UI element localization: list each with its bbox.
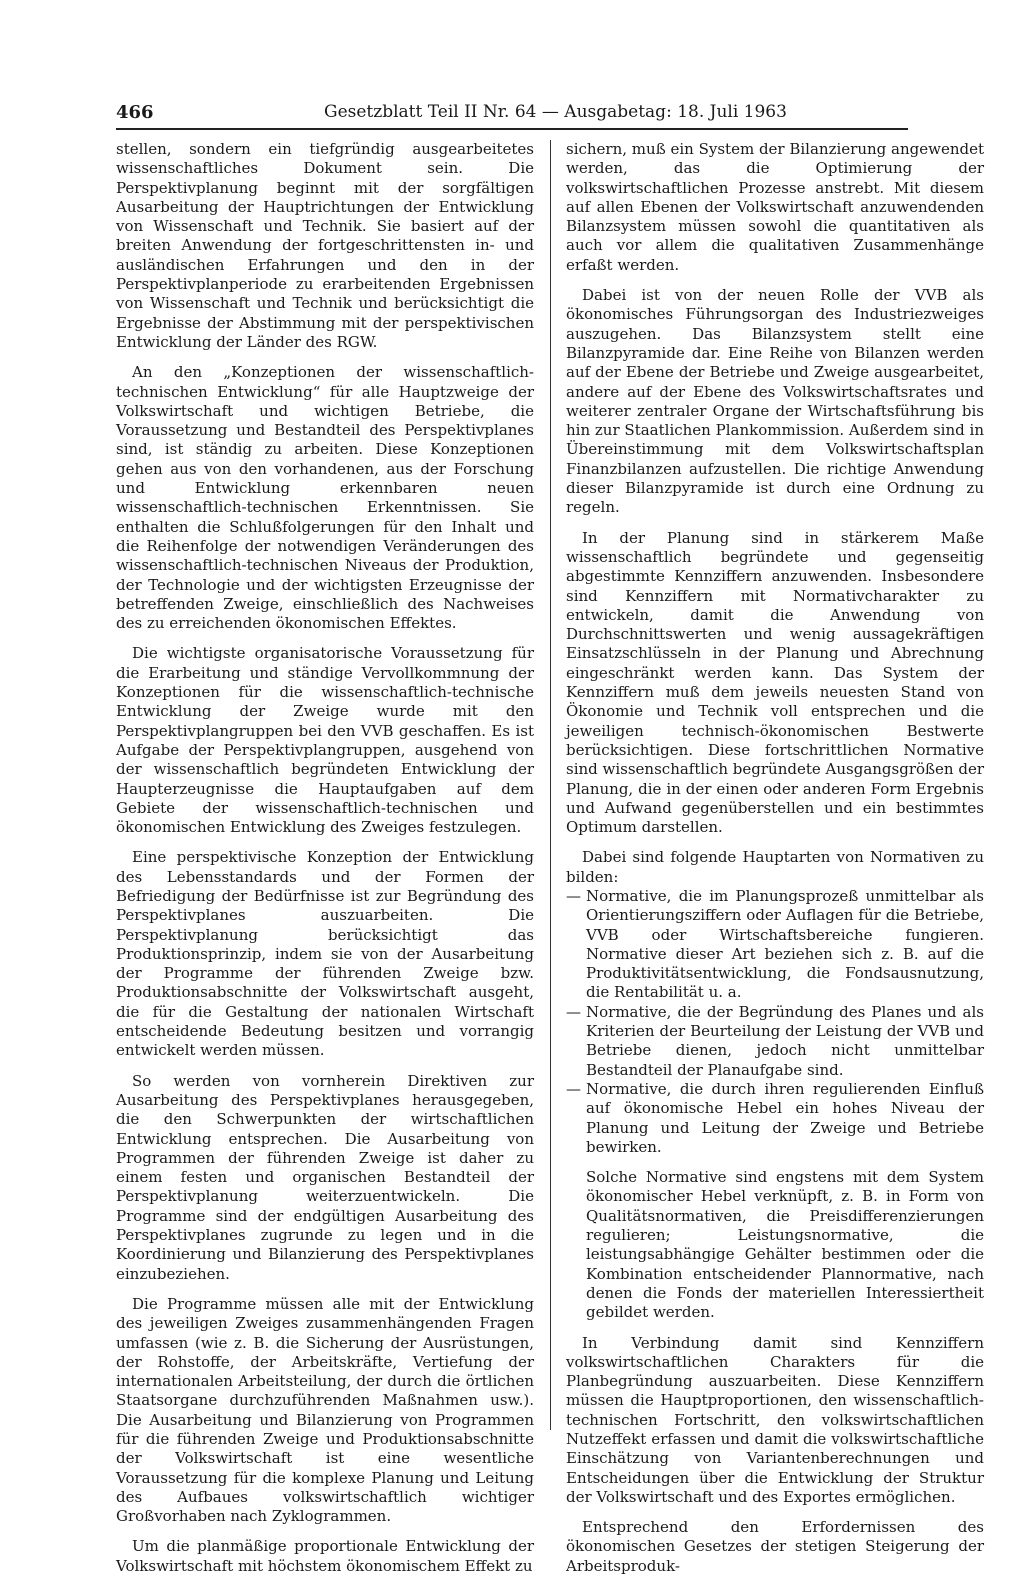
paragraph: An den „Konzeptionen der wissenschaftlich-technischen Entwicklung“ für alle Hauptzweige der Volkswirtschaft und wichtigen Betriebe, die Voraussetzung und Bestandteil des Perspektivplanes sind, ist ständig zu arbeiten. Diese Konzeptionen gehen aus von den vorhandenen, aus der Forschung und Entwicklung erkennbaren neuen wissenschaftlich-technischen Erkenntnissen. Sie enthalten die Schlußfolgerungen für den Inhalt und die Reihenfolge der notwendigen Veränderungen des wissenschaftlich-technischen Niveaus der Produktion, der Technologie und der wichtigsten Erzeugnisse der betreffenden Zweige, einschließlich des Nachweises des zu erreichenden ökonomischen Effektes. xyxy=(116,363,534,633)
paragraph: stellen, sondern ein tiefgründig ausgearbeitetes wissenschaftliches Dokument sein. Die Perspektivplanung beginnt mit der sorgfältigen Ausarbeitung der Hauptrichtungen der Entwicklung von Wissenschaft und Technik. Sie basiert auf der breiten Anwendung der fortgeschrittensten in- und ausländischen Erfahrungen und den in der Perspektivplanperiode zu erarbeitenden Ergebnissen von Wissenschaft und Technik und berücksichtigt die Ergebnisse der Abstimmung mit der perspektivischen Entwicklung der Länder des RGW. xyxy=(116,140,534,351)
list-item-text: Normative, die durch ihren regulierenden Einfluß auf ökonomische Hebel ein hohes Niveau der Planung und Leitung der Zweige und Betriebe bewirken. xyxy=(586,1079,984,1156)
list-item xyxy=(566,1080,984,1157)
paragraph: Dabei sind folgende Hauptarten von Normativen zu bilden: xyxy=(566,848,984,886)
column-divider xyxy=(550,140,551,1430)
page-header xyxy=(116,100,908,130)
paragraph: So werden von vornherein Direktiven zur Ausarbeitung des Perspektivplanes herausgegeben, die den Schwerpunkten der wirtschaftlichen Entwicklung entsprechen. Die Ausarbeitung von Programmen der führenden Zweige ist daher zu einem festen und organischen Bestandteil der Perspektivplanung weiterzuentwickeln. Die Programme sind der endgültigen Ausarbeitung des Perspektivplanes zugrunde zu legen und in die Koordinierung und Bilanzierung des Perspektivplanes einzubeziehen. xyxy=(116,1071,534,1283)
running-title: Gesetzblatt Teil II Nr. 64 — Ausgabetag: 18. Juli 1963 xyxy=(324,102,787,122)
left-column xyxy=(116,140,534,1575)
paragraph: Um die planmäßige proportionale Entwicklung der Volkswirtschaft mit höchstem ökonomischem Effekt zu xyxy=(116,1537,534,1575)
list-item xyxy=(566,1003,984,1080)
page-number: 466 xyxy=(116,102,154,123)
list-item-text: Normative, die der Begründung des Planes und als Kriterien der Beurteilung der Leistung der VVB und Betriebe dienen, jedoch nicht unmittelbar Bestandteil der Planaufgabe sind. xyxy=(586,1002,984,1079)
right-column xyxy=(566,140,985,1575)
paragraph: In Verbindung damit sind Kennziffern volkswirtschaftlichen Charakters für die Planbegründung auszuarbeiten. Diese Kennziffern müssen die Hauptproportionen, den wissenschaftlich-technischen Fortschritt, den volkswirtschaftlichen Nutzeffekt erfassen und damit die volkswirtschaftliche Einschätzung von Variantenberechnungen und Entscheidungen über die Entwicklung der Struktur der Volkswirtschaft und des Exportes ermöglichen. xyxy=(566,1333,984,1506)
dash-marker: — xyxy=(566,886,581,905)
dash-marker: — xyxy=(566,1079,581,1098)
list-item xyxy=(566,887,984,1003)
paragraph: In der Planung sind in stärkerem Maße wissenschaftlich begründete und gegenseitig abgestimmte Kennziffern anzuwenden. Insbesondere sind Kennziffern mit Normativcharakter zu entwickeln, damit die Anwendung von Durchschnittswerten und wenig aussagekräftigen Einsatzschlüsseln in der Planung und Abrechnung eingeschränkt werden kann. Das System der Kennziffern muß dem jeweils neuesten Stand von Ökonomie und Technik voll entsprechen und die jeweiligen technisch-ökonomischen Bestwerte berücksichtigen. Diese fortschrittlichen Normative sind wissenschaftlich begründete Ausgangsgrößen der Planung, die in der einen oder anderen Form Ergebnis und Aufwand gegenüberstellen und ein bestimmtes Optimum darstellen. xyxy=(566,528,985,837)
list-item-text: Normative, die im Planungsprozeß unmittelbar als Orientierungsziffern oder Auflagen für die Betriebe, VVB oder Wirtschaftsbereiche fungieren. Normative dieser Art beziehen sich z. B. auf die Produktivitätsentwicklung, die Fondsausnutzung, die Rentabilität u. a. xyxy=(586,886,984,1002)
paragraph: Solche Normative sind engstens mit dem System ökonomischer Hebel verknüpft, z. B. in Form von Qualitätsnormativen, die Preisdifferenzierungen regulieren; Leistungsnormative, die leistungsabhängige Gehälter bestimmen oder die Kombination entscheidender Plannormative, nach denen die Fonds der materiellen Interessiertheit gebildet werden. xyxy=(586,1168,984,1322)
paragraph: Dabei ist von der neuen Rolle der VVB als ökonomisches Führungsorgan des Industriezweiges auszugehen. Das Bilanzsystem stellt eine Bilanzpyramide dar. Eine Reihe von Bilanzen werden auf der Ebene der Betriebe und Zweige ausgearbeitet, andere auf der Ebene des Volkswirtschaftsrates und weiterer zentraler Organe der Wirtschaftsführung bis hin zur Staatlichen Plankommission. Außerdem sind in Übereinstimmung mit dem Volkswirtschaftsplan Finanzbilanzen aufzustellen. Die richtige Anwendung dieser Bilanzpyramide ist durch eine Ordnung zu regeln. xyxy=(566,286,984,517)
paragraph: Die wichtigste organisatorische Voraussetzung für die Erarbeitung und ständige Vervollkommnung der Konzeptionen für die wissenschaftlich-technische Entwicklung der Zweige wurde mit den Perspektivplangruppen bei den VVB geschaffen. Es ist Aufgabe der Perspektivplangruppen, ausgehend von der wissenschaftlich begründeten Entwicklung der Haupterzeugnisse die Hauptaufgaben auf dem Gebiete der wissenschaftlich-technischen und ökonomischen Entwicklung des Zweiges festzulegen. xyxy=(116,644,534,837)
paragraph: Entsprechend den Erfordernissen des ökonomischen Gesetzes der stetigen Steigerung der Arbeitsproduk- xyxy=(566,1518,984,1575)
paragraph: Die Programme müssen alle mit der Entwicklung des jeweiligen Zweiges zusammenhängenden Fragen umfassen (wie z. B. die Sicherung der Ausrüstungen, der Rohstoffe, der Arbeitskräfte, Vertiefung der internationalen Arbeitsteilung, der durch die örtlichen Staatsorgane durchzuführenden Maßnahmen usw.). Die Ausarbeitung und Bilanzierung von Programmen für die führenden Zweige und Produktionsabschnitte der Volkswirtschaft ist eine wesentliche Voraussetzung für die komplexe Planung und Leitung des Aufbaues volkswirtschaftlich wichtiger Großvorhaben nach Zyklogrammen. xyxy=(116,1294,534,1526)
paragraph: Eine perspektivische Konzeption der Entwicklung des Lebensstandards und der Formen der Befriedigung der Bedürfnisse ist zur Begründung des Perspektivplanes auszuarbeiten. Die Perspektivplanung berücksichtigt das Produktionsprinzip, indem sie von der Ausarbeitung der Programme der führenden Zweige bzw. Produktionsabschnitte der Volkswirtschaft ausgeht, die für die Gestaltung der nationalen Wirtschaft entscheidende Bedeutung besitzen und vorrangig entwickelt werden müssen. xyxy=(116,848,534,1060)
dash-marker: — xyxy=(566,1002,581,1021)
two-column-body xyxy=(116,140,985,1575)
paragraph: sichern, muß ein System der Bilanzierung angewendet werden, das die Optimierung der volkswirtschaftlichen Prozesse anstrebt. Mit diesem auf allen Ebenen der Volkswirtschaft anzuwendenden Bilanzsystem müssen sowohl die quantitativen als auch vor allem die qualitativen Zusammenhänge erfaßt werden. xyxy=(566,140,984,274)
